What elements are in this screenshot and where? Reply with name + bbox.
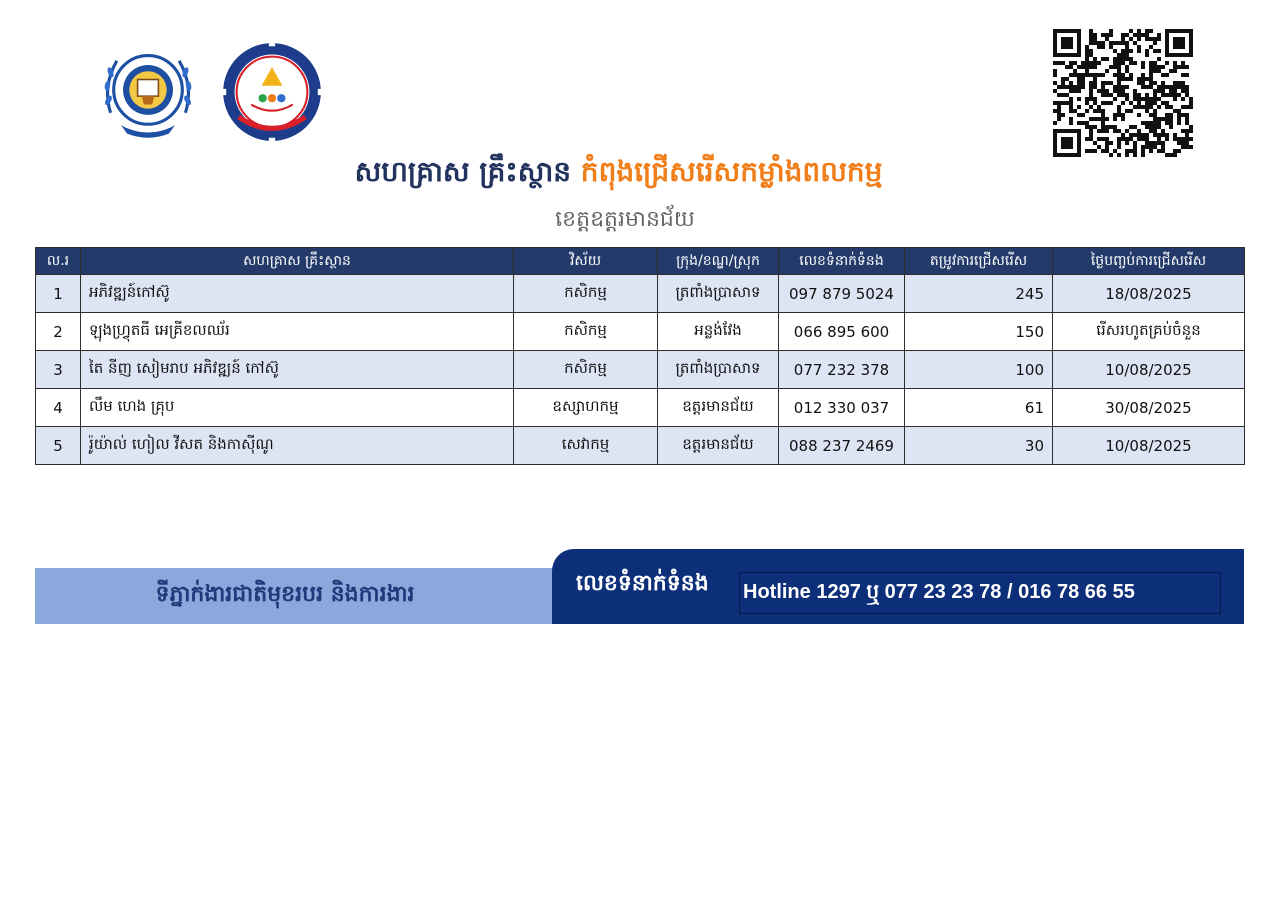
table-row (36, 313, 1245, 351)
cell-phone: 012 330 037 (779, 389, 905, 427)
cell-no: 4 (36, 389, 81, 427)
cell-deadline: 10/08/2025 (1053, 427, 1245, 465)
ministry-of-labour-logo (96, 40, 200, 144)
cell-deadline: 10/08/2025 (1053, 351, 1245, 389)
cell-sector: កសិកម្ម (514, 275, 658, 313)
table-header-row (36, 248, 1245, 275)
cell-company: រ៉ូយ៉ាល់ ហៀល វីសត និងកាស៊ីណូ (81, 427, 514, 465)
contact-label: លេខទំនាក់ទំនង (576, 571, 709, 596)
agency-name: ទីភ្នាក់ងារជាតិមុខរបរ និងការងារ (155, 582, 415, 607)
cell-company: ឡុងហ្វ្រុតធី អេគ្រីខលឈ័រ (81, 313, 514, 351)
cell-phone: 066 895 600 (779, 313, 905, 351)
recruitment-table (35, 247, 1245, 465)
cell-company: តៃ នីញ សៀមរាប អភិវឌ្ឍន៍ កៅស៊ូ (81, 351, 514, 389)
cell-demand: 150 (905, 313, 1053, 351)
table-row (36, 427, 1245, 465)
cell-demand: 100 (905, 351, 1053, 389)
header-deadline: ថ្ងៃបញ្ចប់ការជ្រើសរើស (1053, 248, 1245, 275)
title-part-company: សហគ្រាស គ្រឹះស្ថាន (354, 155, 572, 188)
cell-sector: ឧស្សាហកម្ម (514, 389, 658, 427)
qr-code-icon (1053, 29, 1193, 157)
table-row (36, 389, 1245, 427)
province-subtitle: ខេត្តឧត្តរមានជ័យ (555, 207, 695, 232)
cell-sector: កសិកម្ម (514, 351, 658, 389)
cell-district: ឧត្តរមានជ័យ (658, 389, 779, 427)
header-sector: វិស័យ (514, 248, 658, 275)
cell-district: ឧត្តរមានជ័យ (658, 427, 779, 465)
cell-district: ត្រពាំងប្រាសាទ (658, 351, 779, 389)
cell-no: 1 (36, 275, 81, 313)
cell-no: 3 (36, 351, 81, 389)
table-row (36, 351, 1245, 389)
hotline-text: Hotline 1297 ឬ 077 23 23 78 / 016 78 66 55 (743, 581, 1135, 603)
cell-sector: សេវាកម្ម (514, 427, 658, 465)
title-part-recruiting: កំពុងជ្រើសរើសកម្លាំងពលកម្ម (580, 155, 883, 188)
footer-contact-banner (552, 549, 1244, 624)
header-company: សហគ្រាស គ្រឹះស្ថាន (81, 248, 514, 275)
page-title (0, 152, 1237, 192)
cell-demand: 30 (905, 427, 1053, 465)
cell-district: ត្រពាំងប្រាសាទ (658, 275, 779, 313)
cell-deadline: 30/08/2025 (1053, 389, 1245, 427)
cell-deadline: 18/08/2025 (1053, 275, 1245, 313)
header-phone: លេខទំនាក់ទំនង (779, 248, 905, 275)
header-demand: តម្រូវការជ្រើសរើស (905, 248, 1053, 275)
header-district: ក្រុង/ខណ្ឌ/ស្រុក (658, 248, 779, 275)
footer-agency-banner (35, 568, 575, 624)
table-row (36, 275, 1245, 313)
cell-phone: 088 237 2469 (779, 427, 905, 465)
cell-phone: 097 879 5024 (779, 275, 905, 313)
hotline-box (739, 572, 1221, 614)
cell-company: លឹម ហេង គ្រុប (81, 389, 514, 427)
cell-demand: 245 (905, 275, 1053, 313)
cell-deadline: រើសរហូតគ្រប់ចំនួន (1053, 313, 1245, 351)
cell-sector: កសិកម្ម (514, 313, 658, 351)
cell-demand: 61 (905, 389, 1053, 427)
cell-no: 2 (36, 313, 81, 351)
cell-phone: 077 232 378 (779, 351, 905, 389)
header-no: ល.រ (36, 248, 81, 275)
cell-company: អភិវឌ្ឍន៍កៅស៊ូ (81, 275, 514, 313)
national-employment-agency-logo (220, 40, 324, 144)
cell-no: 5 (36, 427, 81, 465)
cell-district: អន្លង់វែង (658, 313, 779, 351)
